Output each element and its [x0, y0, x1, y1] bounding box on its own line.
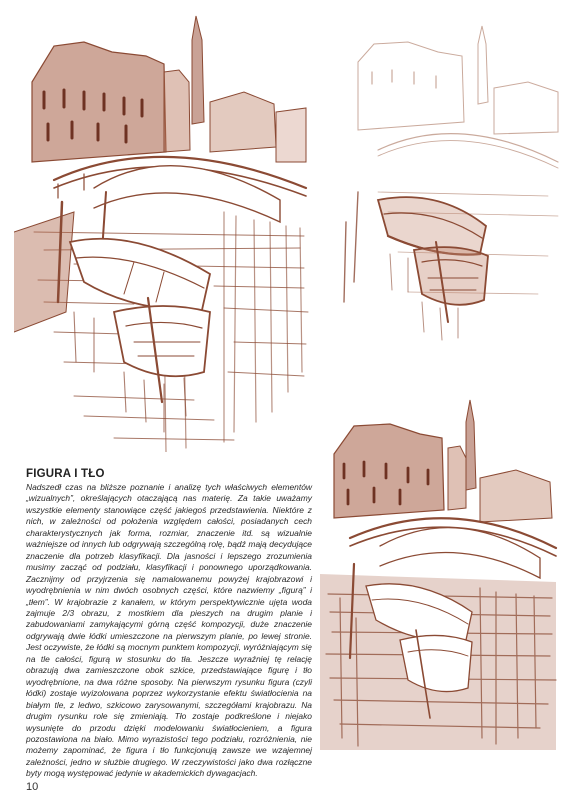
article: [26, 468, 312, 780]
page-number: 10: [26, 781, 39, 793]
canal-sketch-main: [14, 12, 312, 452]
canal-sketch-ground: [320, 398, 560, 750]
canal-sketch-ground-drawing: [320, 398, 560, 750]
canal-sketch-figure-drawing: [318, 22, 563, 342]
article-body: Nadszedł czas na bliższe poznanie i analizę tych właściwych elementów „wizualnych”, określających otaczającą nas materię. Za takie uważamy wszystkie elementy stanowiące część jakiegoś przedstawienia. Niektóre z nich, w zależności od położenia względem całości, posiadanych cech charakterystycznych jak forma, rozmiar, znaczenie itd. są wizualnie ważniejsze od innych lub odgrywają szczególną rolę, bądź mają decydujące znaczenie dla potrzeb klasyfikacji. Dla jasności i lepszego zrozumienia musimy zacząć od podziału, klasyfikacji i ponownego uporządkowania. Zacznijmy od przyjrzenia się namalowanemu powyżej krajobrazowi i wyodrębnienia w nim dwóch osobnych części, które nazwiemy „figurą” i „tłem”. W krajobrazie z kanałem, w którym perspektywicznie ujęta woda zajmuje 2/3 obrazu, z mostkiem dla pieszych na drugim planie i zabudowaniami zamykającymi górną część kompozycji, duże znaczenie odgrywają dwie łódki umieszczone na pierwszym planie, po lewej stronie. Jest oczywiste, że łódki są mocnym punktem kompozycji, wyróżniającym się na tle całości, figurą w stosunku do tła. Jeszcze wyraźniej tę relację obrazują dwa zamieszczone obok szkice, przedstawiające figurę i tło wyodrębnione, na dwa różne sposoby. Na pierwszym rysunku figura (czyli łódki) zostaje wyizolowana poprzez wykorzystanie efektu światłocienia na białym tle, z ledwo, szkicowo zarysowanymi, szczegółami krajobrazu. Na drugim rysunku role się zmieniają. Tło zostaje podkreślone i niejako wysunięte do przodu dzięki modelowaniu światłocieniem, a figura pozostawiona na biało. Mimo wyrazistości tego podziału, rozróżnienia, nie możemy zapominać, że figura i tło funkcjonują zawsze we wzajemnej zależności, jedno w służbie drugiego. W rzeczywistości jako dwa rozłączne byty mogą występować jedynie w akademickich dywagacjach.: [26, 482, 312, 779]
article-heading: FIGURA I TŁO: [26, 468, 105, 480]
canal-sketch-main-drawing: [14, 12, 312, 452]
canal-sketch-figure: [318, 22, 563, 342]
